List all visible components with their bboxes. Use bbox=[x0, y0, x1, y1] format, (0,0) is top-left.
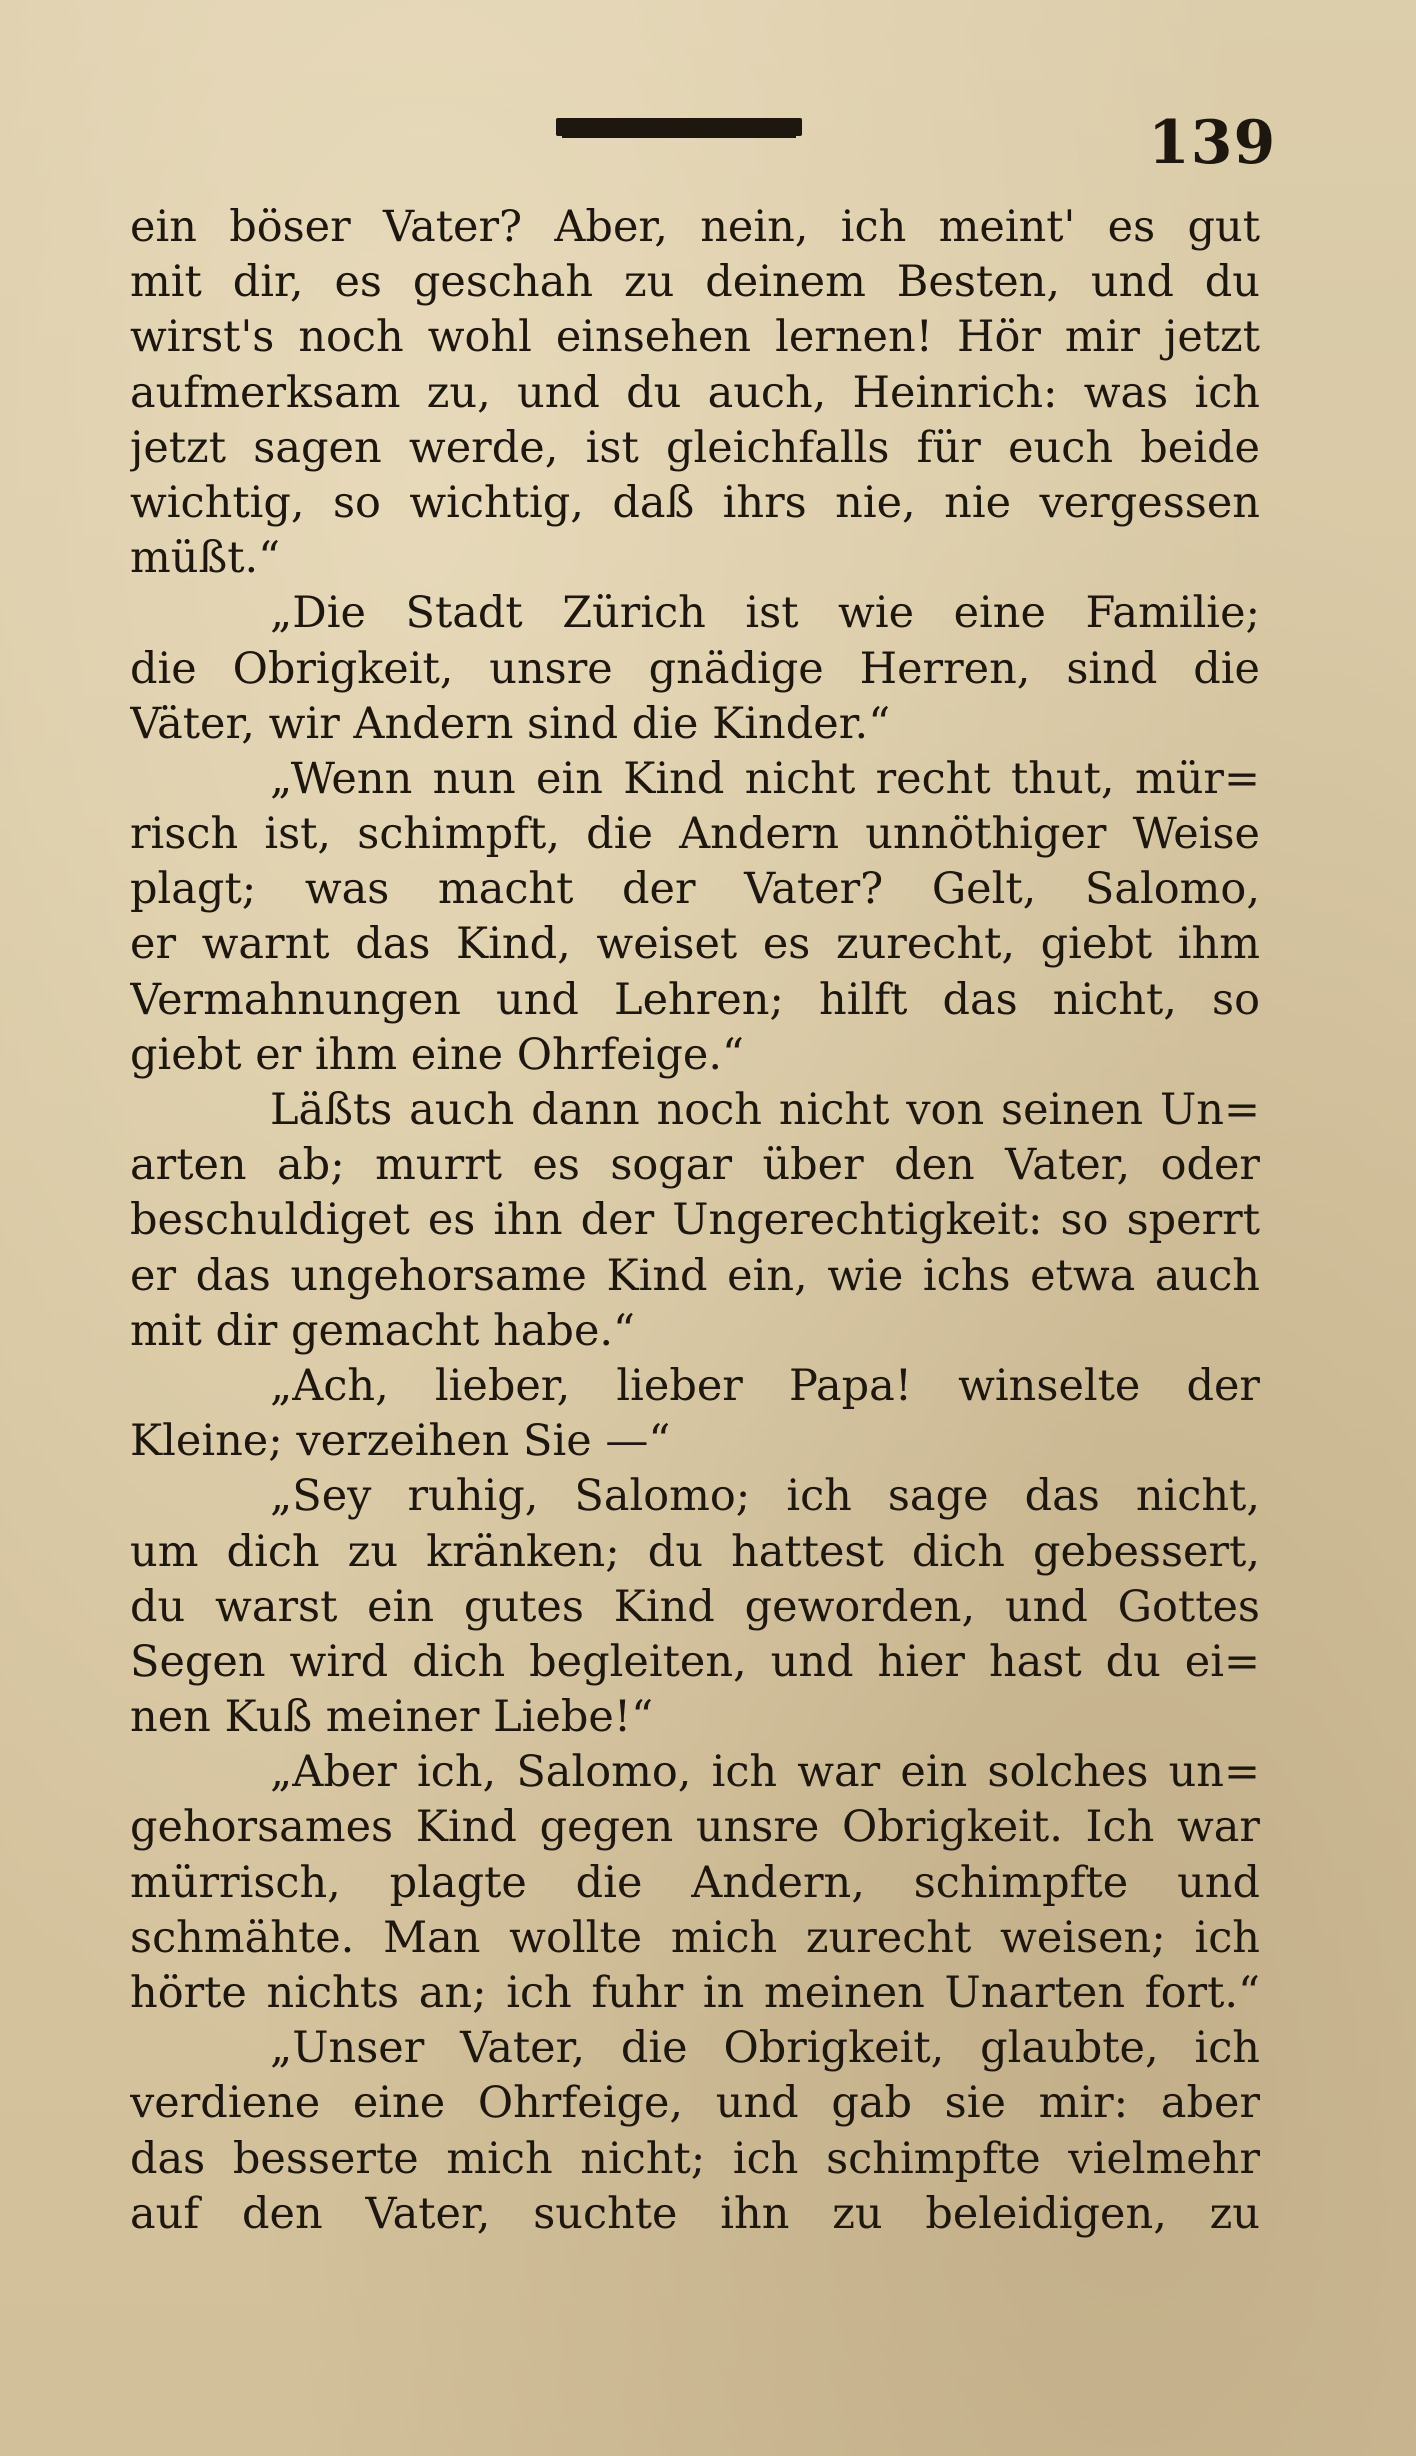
text-line: jetzt sagen werde, ist gleichfalls für euch beide bbox=[130, 422, 1260, 473]
body-text bbox=[130, 200, 1260, 2242]
text-line: Läßts auch dann noch nicht von seinen Un= bbox=[270, 1085, 1260, 1135]
text-line: „Ach, lieber, lieber Papa! winselte der bbox=[270, 1360, 1260, 1411]
text-line: „Sey ruhig, Salomo; ich sage das nicht, bbox=[270, 1471, 1260, 1522]
text-line: wirst's noch wohl einsehen lernen! Hör mir jetzt bbox=[130, 312, 1260, 363]
text-line: um dich zu kränken; du hattest dich gebessert, bbox=[130, 1526, 1260, 1577]
text-line: giebt er ihm eine Ohrfeige.“ bbox=[130, 1029, 745, 1080]
text-line: ein böser Vater? Aber, nein, ich meint' es gut bbox=[130, 202, 1260, 252]
text-line: hörte nichts an; ich fuhr in meinen Unarten fort.“ bbox=[130, 1968, 1260, 2018]
text-line: „Aber ich, Salomo, ich war ein solches un= bbox=[270, 1747, 1260, 1798]
text-line: arten ab; murrt es sogar über den Vater, oder bbox=[130, 1140, 1260, 1191]
text-line: risch ist, schimpft, die Andern unnöthiger Weise bbox=[130, 809, 1260, 860]
header-rule bbox=[556, 118, 802, 136]
text-line: wichtig, so wichtig, daß ihrs nie, nie vergessen bbox=[130, 477, 1260, 528]
text-line: „Die Stadt Zürich ist wie eine Familie; bbox=[270, 588, 1260, 639]
text-line: er das ungehorsame Kind ein, wie ichs etwa auch bbox=[130, 1250, 1260, 1301]
text-line: mit dir, es geschah zu deinem Besten, und du bbox=[130, 257, 1260, 308]
text-line: „Wenn nun ein Kind nicht recht thut, mür= bbox=[270, 753, 1260, 804]
text-line: schmähte. Man wollte mich zurecht weisen; ich bbox=[130, 1912, 1260, 1963]
text-line: du warst ein gutes Kind geworden, und Gottes bbox=[130, 1581, 1260, 1632]
text-line: Kleine; verzeihen Sie —“ bbox=[130, 1416, 671, 1467]
text-line: aufmerksam zu, und du auch, Heinrich: was ich bbox=[130, 367, 1260, 418]
text-line: er warnt das Kind, weiset es zurecht, giebt ihm bbox=[130, 919, 1260, 970]
page-number: 139 bbox=[1148, 108, 1277, 178]
text-line: mit dir gemacht habe.“ bbox=[130, 1305, 636, 1356]
text-line: müßt.“ bbox=[130, 533, 281, 584]
text-line: plagt; was macht der Vater? Gelt, Salomo, bbox=[130, 864, 1260, 915]
text-line: Vermahnungen und Lehren; hilft das nicht, so bbox=[130, 974, 1260, 1025]
text-line: mürrisch, plagte die Andern, schimpfte und bbox=[130, 1857, 1260, 1908]
text-line: beschuldiget es ihn der Ungerechtigkeit: so sperrt bbox=[130, 1195, 1260, 1246]
text-line: die Obrigkeit, unsre gnädige Herren, sind die bbox=[130, 643, 1260, 694]
text-line: gehorsames Kind gegen unsre Obrigkeit. Ich war bbox=[130, 1802, 1260, 1853]
text-line: verdiene eine Ohrfeige, und gab sie mir: aber bbox=[130, 2078, 1260, 2129]
text-line: das besserte mich nicht; ich schimpfte vielmehr bbox=[130, 2133, 1260, 2184]
text-line: nen Kuß meiner Liebe!“ bbox=[130, 1692, 654, 1743]
text-line: „Unser Vater, die Obrigkeit, glaubte, ich bbox=[270, 2023, 1260, 2074]
text-line: Segen wird dich begleiten, und hier hast du ei= bbox=[130, 1636, 1260, 1687]
text-line: Väter, wir Andern sind die Kinder.“ bbox=[130, 698, 891, 749]
text-line: auf den Vater, suchte ihn zu beleidigen, zu bbox=[130, 2188, 1260, 2239]
